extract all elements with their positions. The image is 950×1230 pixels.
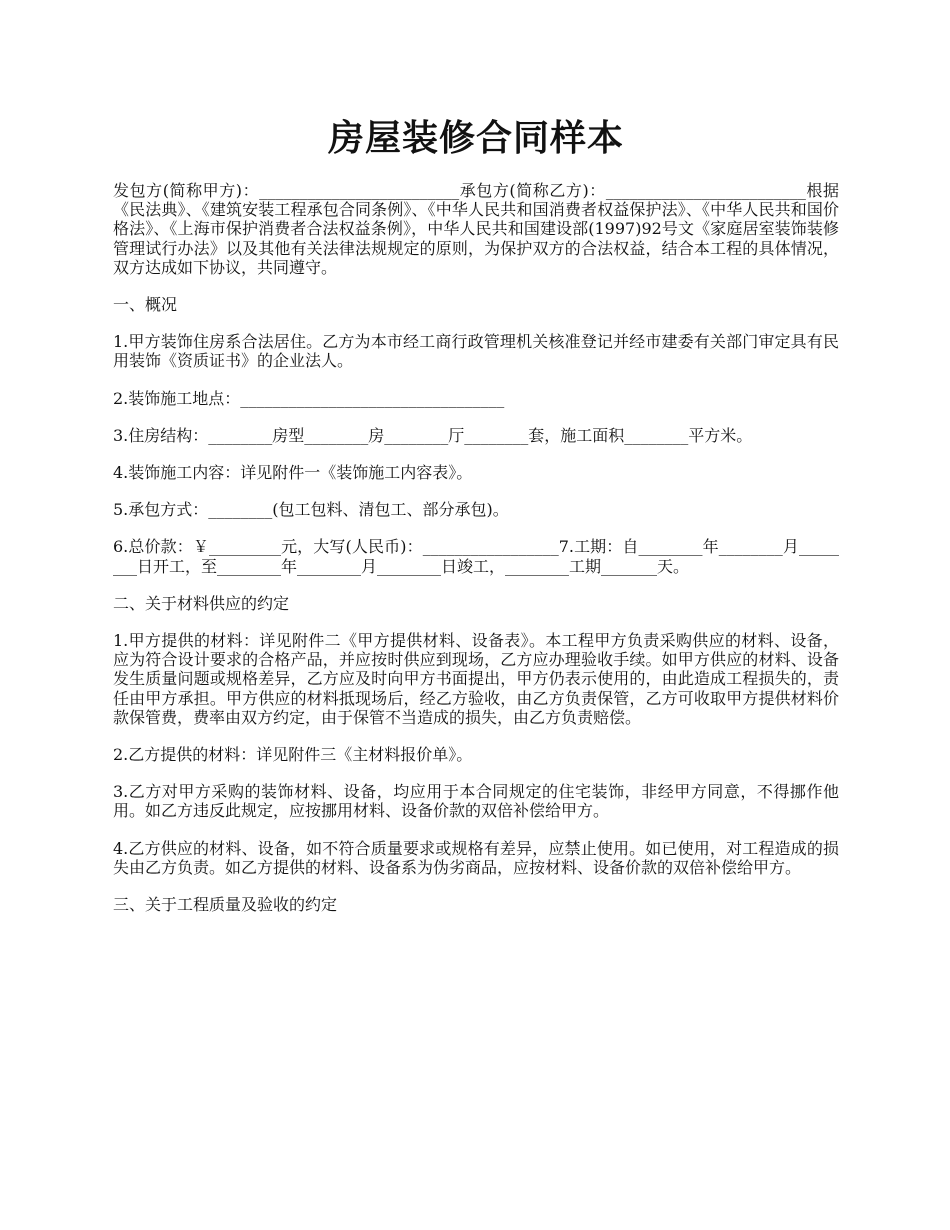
clause-1-1: 1.甲方装饰住房系合法居住。乙方为本市经工商行政管理机关核准登记并经市建委有关部门审定具有民用装饰《资质证书》的企业法人。 bbox=[113, 332, 839, 371]
section-heading-quality: 三、关于工程质量及验收的约定 bbox=[113, 895, 338, 915]
clause-2-3: 3.乙方对甲方采购的装饰材料、设备，均应用于本合同规定的住宅装饰，非经甲方同意，不得挪作他用。如乙方违反此规定，应按挪用材料、设备价款的双倍补偿给甲方。 bbox=[113, 782, 839, 821]
document-title: 房屋装修合同样本 bbox=[327, 117, 624, 159]
section-heading-overview: 一、概况 bbox=[113, 295, 178, 315]
clause-1-5: 5.承包方式：________(包工包料、清包工、部分承包)。 bbox=[113, 500, 509, 520]
clause-1-6: 6.总价款：￥_________元，大写(人民币)：_________________7.工期：自________年________月________日开工，至________年________月________日竣工，________工期_______天。 bbox=[113, 537, 839, 576]
clause-2-1: 1.甲方提供的材料：详见附件二《甲方提供材料、设备表》。本工程甲方负责采购供应的材料、设备，应为符合设计要求的合格产品，并应按时供应到现场，乙方应办理验收手续。如甲方供应的材料、设备发生质量问题或规格差异，乙方应及时向甲方书面提出，甲方仍表示使用的，由此造成工程损失的，责任由甲方承担。甲方供应的材料抵现场后，经乙方验收，由乙方负责保管，乙方可收取甲方提供材料价款保管费，费率由双方约定，由于保管不当造成的损失，由乙方负责赔偿。 bbox=[113, 631, 839, 727]
clause-1-2: 2.装饰施工地点：_________________________________ bbox=[113, 388, 505, 408]
section-heading-materials: 二、关于材料供应的约定 bbox=[113, 593, 290, 613]
clause-2-4: 4.乙方供应的材料、设备，如不符合质量要求或规格有差异，应禁止使用。如已使用，对工程造成的损失由乙方负责。如乙方提供的材料、设备系为伪劣商品，应按材料、设备价款的双倍补偿给甲方。 bbox=[113, 838, 839, 877]
clause-1-4: 4.装饰施工内容：详见附件一《装饰施工内容表》。 bbox=[113, 463, 473, 483]
clause-1-3: 3.住房结构：________房型________房________厅________套，施工面积________平方米。 bbox=[113, 425, 753, 445]
document-page bbox=[113, 0, 839, 914]
clause-2-2: 2.乙方提供的材料：详见附件三《主材料报价单》。 bbox=[113, 745, 473, 765]
preamble-paragraph: 发包方(简称甲方)：_________________________承包方(简称乙方)：_________________________根据《民法典》、《建筑安装工程承包合同条例》、《中华人民共和国消费者权益保护法》、《中华人民共和国价格法》、《上海市保护消费者合法权益条例》，中华人民共和国建设部(1997)92号文《家庭居室装饰装修管理试行办法》以及其他有关法律法规规定的原则，为保护双方的合法权益，结合本工程的具体情况，双方达成如下协议，共同遵守。 bbox=[113, 181, 839, 277]
